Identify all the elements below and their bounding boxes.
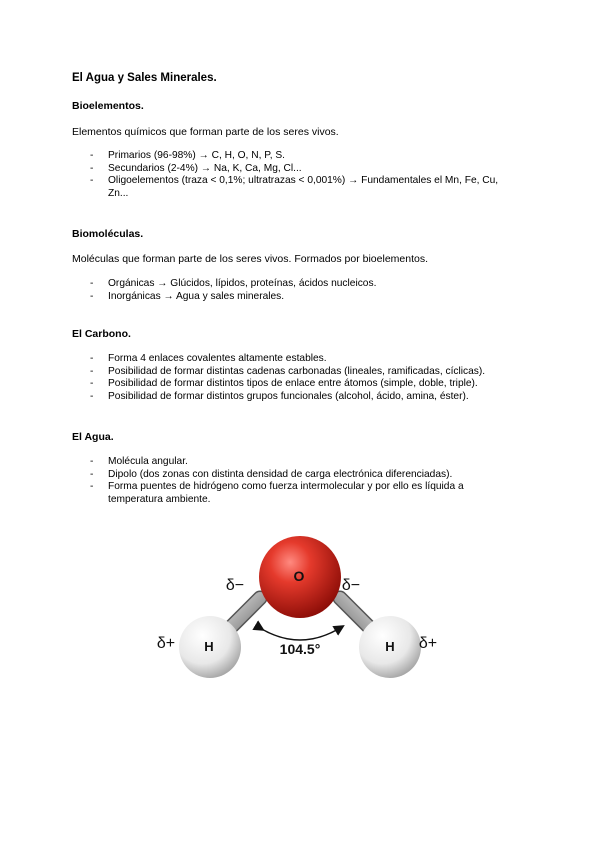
list-item: - Posibilidad de formar distintos tipos de enlace entre átomos (simple, doble, triple). [72, 378, 512, 391]
hydrogen-left-label: H [204, 639, 214, 654]
list-item: - Posibilidad de formar distintas cadenas carbonadas (lineales, ramificadas, cíclicas). [72, 366, 512, 379]
heading-agua: El Agua. [72, 431, 114, 443]
list-item: - Forma puentes de hidrógeno como fuerza intermolecular y por ello es líquida a temperatura ambiente. [72, 481, 512, 506]
delta-plus-left-label: δ+ [156, 635, 176, 652]
list-item: - Forma 4 enlaces covalentes altamente estables. [72, 353, 512, 366]
delta-plus-right-label: δ+ [418, 635, 438, 652]
list-item: - Oligoelementos (traza < 0,1%; ultratrazas < 0,001%) → Fundamentales el Mn, Fe, Cu, Zn... [72, 175, 512, 200]
bond-angle-arc [260, 628, 340, 640]
biomoleculas-intro: Moléculas que forman parte de los seres vivos. Formados por bioelementos. [72, 253, 429, 265]
biomoleculas-list [72, 278, 512, 303]
water-molecule-diagram [150, 528, 450, 688]
bioelementos-list [72, 150, 512, 201]
list-item: - Primarios (96-98%) → C, H, O, N, P, S. [72, 150, 512, 163]
list-item: - Secundarios (2-4%) → Na, K, Ca, Mg, Cl... [72, 163, 512, 176]
delta-minus-right-label: δ− [341, 577, 361, 594]
water-molecule-svg [150, 528, 450, 688]
heading-bioelementos: Bioelementos. [72, 100, 144, 112]
hydrogen-right-label: H [385, 639, 395, 654]
oxygen-label: O [293, 568, 305, 584]
document-title: El Agua y Sales Minerales. [72, 72, 217, 84]
list-item: - Orgánicas → Glúcidos, lípidos, proteínas, ácidos nucleicos. [72, 278, 512, 291]
agua-list [72, 456, 512, 507]
heading-carbono: El Carbono. [72, 328, 131, 340]
list-item: - Dipolo (dos zonas con distinta densidad de carga electrónica diferenciadas). [72, 469, 512, 482]
bioelementos-intro: Elementos químicos que forman parte de los seres vivos. [72, 126, 339, 138]
carbono-list [72, 353, 512, 404]
heading-biomoleculas: Biomoléculas. [72, 228, 144, 240]
delta-minus-left-label: δ− [225, 577, 245, 594]
list-item: - Inorgánicas → Agua y sales minerales. [72, 291, 512, 304]
list-item: - Molécula angular. [72, 456, 512, 469]
list-item: - Posibilidad de formar distintos grupos funcionales (alcohol, ácido, amina, éster). [72, 391, 512, 404]
bond-angle-label: 104.5° [279, 641, 321, 657]
